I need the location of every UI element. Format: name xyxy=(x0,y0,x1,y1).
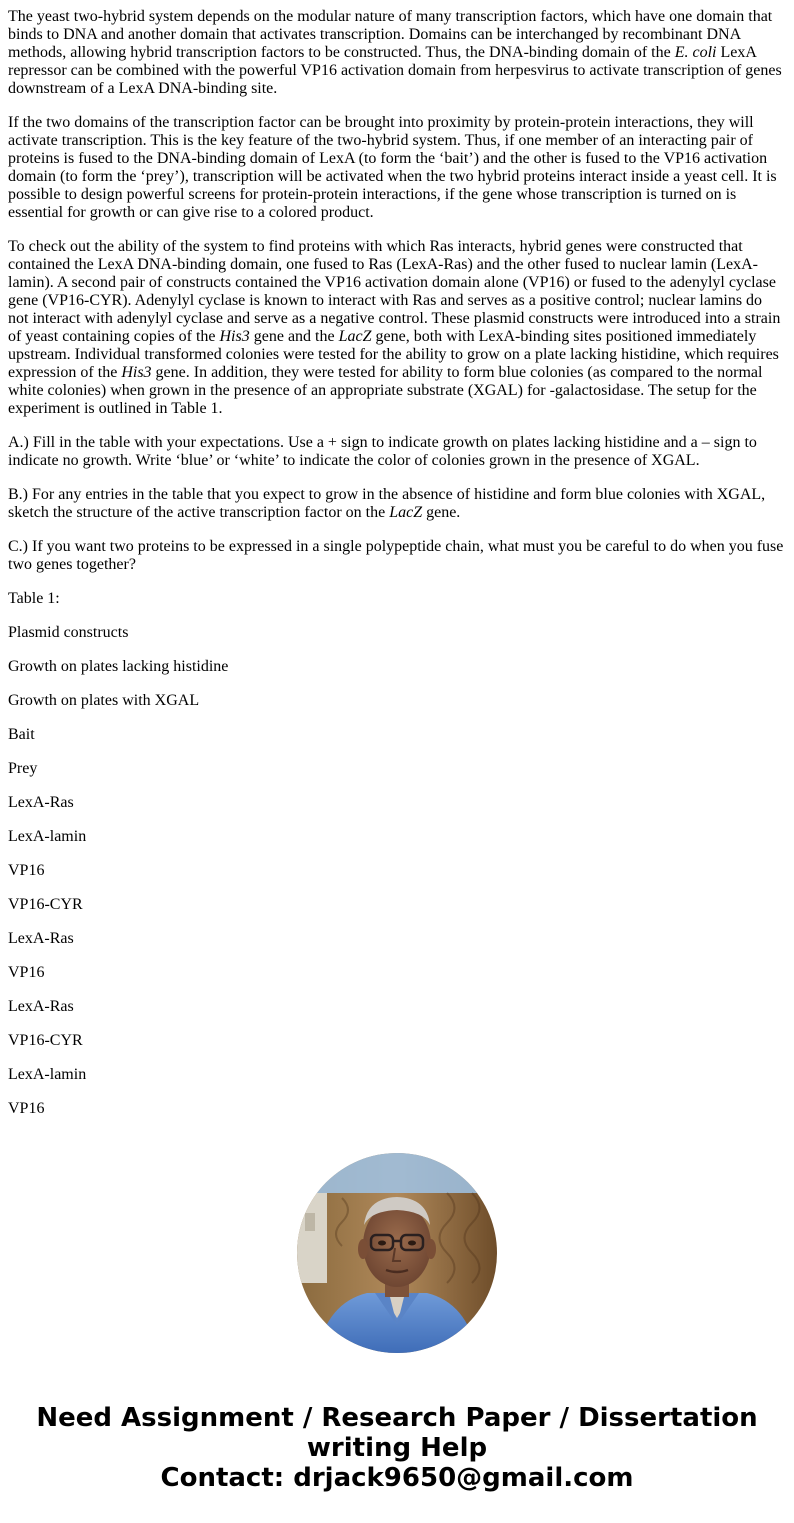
text-span: gene. In addition, they were tested for ability to form blue colonies (as compared to the normal white colonies) when grown in the presence of an appropriate substrate (XGAL) for -galactosidase. The setup for the experiment is outlined in Table 1. xyxy=(8,364,763,417)
banner-contact-line: Contact: drjack9650@gmail.com xyxy=(160,1463,634,1493)
paragraph-intro xyxy=(8,8,786,98)
table-header: Prey xyxy=(8,760,38,777)
table-header: Growth on plates with XGAL xyxy=(8,692,200,709)
italic-gene: LacZ xyxy=(338,328,372,345)
text-span: gene and the xyxy=(249,328,339,345)
text-span: gene. xyxy=(422,504,461,521)
table-header: Plasmid constructs xyxy=(8,624,129,641)
question-a: A.) Fill in the table with your expectations. Use a + sign to indicate growth on plates lacking histidine and a – sign to indicate no growth. Write ‘blue’ or ‘white’ to indicate the color of colonies grown in the presence of XGAL. xyxy=(8,434,757,469)
table-cell: VP16 xyxy=(8,862,45,879)
text-span: B.) For any entries in the table that you expect to grow in the absence of histidine and form blue colonies with XGAL, sketch the structure of the active transcription factor on the xyxy=(8,486,766,521)
table-cell: VP16-CYR xyxy=(8,1032,83,1049)
contact-banner xyxy=(0,1403,794,1493)
paragraph-experiment xyxy=(8,238,786,418)
table-cell: LexA-lamin xyxy=(8,828,87,845)
text-span: The yeast two-hybrid system depends on the modular nature of many transcription factors, which have one domain that binds to DNA and another domain that activates transcription. Domains can be interchanged by recombinant DNA methods, allowing hybrid transcription factors to be constructed. Thus, the DNA-binding domain of the xyxy=(8,8,773,61)
text-span: LexA repressor can be combined with the powerful VP16 activation domain from herpesvirus to activate transcription of genes downstream of a LexA DNA-binding site. xyxy=(8,44,782,97)
table-cell: VP16 xyxy=(8,1100,45,1117)
text-span: gene, both with LexA-binding sites positioned immediately upstream. Individual transformed colonies were tested for the ability to grow on a plate lacking histidine, which requires expression of the xyxy=(8,328,779,381)
banner-line: Need Assignment / Research Paper / Dissertation xyxy=(36,1403,758,1433)
author-photo xyxy=(297,1153,497,1353)
table-cell: LexA-Ras xyxy=(8,930,74,947)
text-span: To check out the ability of the system to find proteins with which Ras interacts, hybrid genes were constructed that contained the LexA DNA-binding domain, one fused to Ras (LexA-Ras) and the other fused to nuclear lamin (LexA-lamin). A second pair of constructs contained the VP16 activation domain alone (VP16) or fused to the adenylyl cyclase gene (VP16-CYR). Adenylyl cyclase is known to interact with Ras and serves as a positive control; nuclear lamins do not interact with adenylyl cyclase and serve as a negative control. These plasmid constructs were introduced into a strain of yeast containing copies of the xyxy=(8,238,781,345)
table-header: Growth on plates lacking histidine xyxy=(8,658,229,675)
document-body xyxy=(8,0,786,1134)
author-avatar xyxy=(297,1153,497,1353)
table-cell: LexA-lamin xyxy=(8,1066,87,1083)
table-cell: VP16-CYR xyxy=(8,896,83,913)
italic-gene: His3 xyxy=(121,364,152,381)
table-cell: LexA-Ras xyxy=(8,998,74,1015)
banner-line: writing Help xyxy=(306,1433,488,1463)
table-title: Table 1: xyxy=(8,590,60,607)
question-b xyxy=(8,486,786,522)
italic-gene: LacZ xyxy=(389,504,423,521)
table-cell: LexA-Ras xyxy=(8,794,74,811)
paragraph-two-hybrid: If the two domains of the transcription factor can be brought into proximity by protein-protein interactions, they will activate transcription. This is the key feature of the two-hybrid system. Thus, if one member of an interacting pair of proteins is fused to the DNA-binding domain of LexA (to form the ‘bait’) and the other is fused to the VP16 activation domain (to form the ‘prey’), transcription will be activated when the two hybrid proteins interact inside a yeast cell. It is possible to design powerful screens for protein-protein interactions, if the gene whose transcription is turned on is essential for growth or can give rise to a colored product. xyxy=(8,114,777,221)
question-c: C.) If you want two proteins to be expressed in a single polypeptide chain, what must you be careful to do when you fuse two genes together? xyxy=(8,538,784,573)
table-header: Bait xyxy=(8,726,35,743)
italic-gene: His3 xyxy=(219,328,250,345)
table-cell: VP16 xyxy=(8,964,45,981)
italic-species: E. coli xyxy=(674,44,717,61)
